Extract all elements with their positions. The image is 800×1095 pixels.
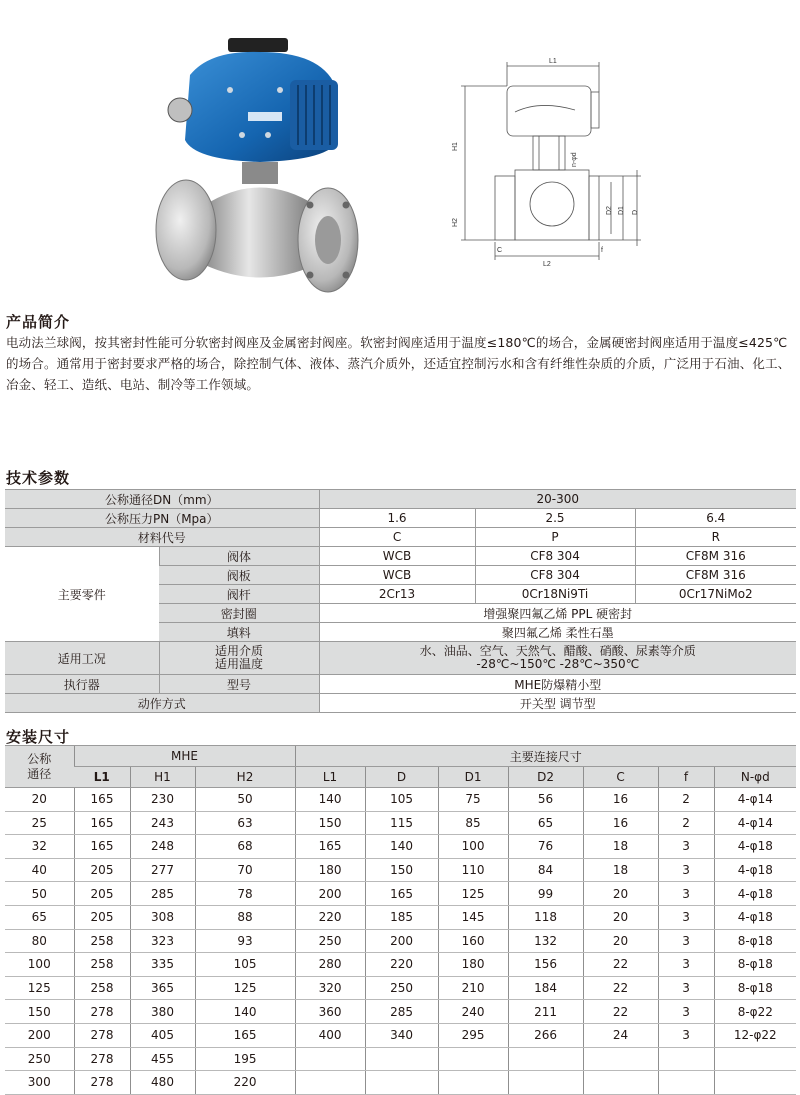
medium-value: 水、油品、空气、天然气、醋酸、硝酸、尿素等介质 [419, 644, 696, 658]
seal-label: 密封圈 [159, 604, 319, 623]
table-cell [508, 1047, 583, 1071]
temperature-value: -28℃~150℃ -28℃~350℃ [476, 657, 640, 671]
table-cell: 150 [365, 858, 438, 882]
spec-title: 技术参数 [6, 469, 71, 487]
model-value: MHE防爆精小型 [319, 675, 796, 694]
table-cell: 50 [5, 882, 74, 906]
table-cell: 3 [658, 882, 714, 906]
table-cell [583, 1071, 658, 1095]
table-cell: 340 [365, 1023, 438, 1047]
table-cell: 118 [508, 905, 583, 929]
table-cell: 140 [195, 1000, 295, 1024]
spec-row-action [5, 694, 796, 713]
conditions-values [319, 642, 796, 675]
stem-label: 阀杆 [159, 585, 319, 604]
table-cell: 56 [508, 788, 583, 812]
table-cell: 20 [583, 929, 658, 953]
table-cell: 8-φ18 [714, 976, 796, 1000]
table-cell: 200 [295, 882, 365, 906]
table-cell: 380 [130, 1000, 195, 1024]
table-cell: 80 [5, 929, 74, 953]
table-cell: 8-φ22 [714, 1000, 796, 1024]
table-cell: 4-φ14 [714, 811, 796, 835]
spec-row-dn [5, 490, 796, 509]
table-cell: 160 [438, 929, 508, 953]
table-row [5, 858, 796, 882]
table-cell: 400 [295, 1023, 365, 1047]
table-cell: 195 [195, 1047, 295, 1071]
table-cell: 180 [438, 953, 508, 977]
table-cell: 132 [508, 929, 583, 953]
col-header: L1 [295, 767, 365, 788]
table-cell: 285 [130, 882, 195, 906]
table-cell: 220 [195, 1071, 295, 1095]
pn-label: 公称压力PN（Mpa） [5, 509, 319, 528]
table-cell [438, 1047, 508, 1071]
table-cell: 125 [438, 882, 508, 906]
table-cell [658, 1047, 714, 1071]
table-cell: 258 [74, 976, 130, 1000]
table-cell: 22 [583, 1000, 658, 1024]
table-cell: 24 [583, 1023, 658, 1047]
stem-value: 2Cr13 [319, 585, 475, 604]
table-cell: 205 [74, 882, 130, 906]
stem-value: 0Cr17NiMo2 [635, 585, 796, 604]
table-cell: 100 [438, 835, 508, 859]
table-cell [658, 1071, 714, 1095]
table-cell: 258 [74, 929, 130, 953]
body-value: CF8 304 [475, 547, 635, 566]
table-cell: 240 [438, 1000, 508, 1024]
table-cell: 68 [195, 835, 295, 859]
material-code: R [635, 528, 796, 547]
table-row [5, 811, 796, 835]
label-n-phi-d: n-φd [571, 152, 578, 167]
table-cell: 360 [295, 1000, 365, 1024]
label-D2: D2 [606, 206, 613, 215]
action-label: 动作方式 [5, 694, 319, 713]
table-cell: 125 [195, 976, 295, 1000]
disc-label: 阀板 [159, 566, 319, 585]
col-header: H1 [130, 767, 195, 788]
label-C: C [497, 247, 503, 254]
table-cell: 25 [5, 811, 74, 835]
table-cell: 16 [583, 811, 658, 835]
table-row [5, 788, 796, 812]
table-row [5, 882, 796, 906]
table-cell: 308 [130, 905, 195, 929]
dimension-drawing [445, 52, 645, 270]
table-cell: 63 [195, 811, 295, 835]
table-cell: 165 [295, 835, 365, 859]
intro-text: 电动法兰球阀，按其密封性能可分软密封阀座及金属密封阀座。软密封阀座适用于温度≤180℃的场合，金属硬密封阀座适用于温度≤425℃的场合。通常用于密封要求严格的场合，除控制气体、液体、蒸汽介质外，还适宜控制污水和含有纤维性杂质的介质，广泛用于石油、化工、冶金、轻工、造纸、电站、制冷等工作领域。 [6, 335, 791, 392]
table-cell: 3 [658, 929, 714, 953]
table-cell: 323 [130, 929, 195, 953]
material-code: P [475, 528, 635, 547]
spec-row-body [5, 547, 796, 566]
table-cell: 156 [508, 953, 583, 977]
col-header: D [365, 767, 438, 788]
table-cell [508, 1071, 583, 1095]
table-cell [714, 1047, 796, 1071]
dims-head-row-2 [5, 767, 796, 788]
table-cell: 4-φ18 [714, 858, 796, 882]
table-cell: 145 [438, 905, 508, 929]
col-header: N-φd [714, 767, 796, 788]
label-L2: L2 [543, 261, 551, 268]
table-cell: 2 [658, 788, 714, 812]
table-cell: 4-φ18 [714, 905, 796, 929]
table-cell: 115 [365, 811, 438, 835]
spec-table [5, 489, 796, 713]
dn-header: 公称 通径 [5, 746, 74, 788]
table-cell: 125 [5, 976, 74, 1000]
table-cell: 280 [295, 953, 365, 977]
table-cell: 50 [195, 788, 295, 812]
table-cell: 278 [74, 1047, 130, 1071]
table-row [5, 1071, 796, 1095]
table-cell: 8-φ18 [714, 929, 796, 953]
table-cell: 93 [195, 929, 295, 953]
spec-row-material [5, 528, 796, 547]
table-cell [295, 1071, 365, 1095]
table-row [5, 1023, 796, 1047]
table-cell: 4-φ14 [714, 788, 796, 812]
table-cell: 150 [295, 811, 365, 835]
table-cell: 18 [583, 835, 658, 859]
table-cell: 248 [130, 835, 195, 859]
table-cell: 295 [438, 1023, 508, 1047]
disc-value: CF8M 316 [635, 566, 796, 585]
table-cell: 85 [438, 811, 508, 835]
table-cell: 18 [583, 858, 658, 882]
table-cell: 100 [5, 953, 74, 977]
packing-value: 聚四氟乙烯 柔性石墨 [319, 623, 796, 642]
table-cell: 278 [74, 1023, 130, 1047]
table-cell: 165 [74, 835, 130, 859]
table-cell: 243 [130, 811, 195, 835]
table-cell: 110 [438, 858, 508, 882]
table-cell: 3 [658, 905, 714, 929]
table-cell: 32 [5, 835, 74, 859]
table-cell: 3 [658, 1000, 714, 1024]
intro-title: 产品简介 [6, 313, 71, 331]
label-H2: H2 [452, 218, 459, 227]
table-cell [583, 1047, 658, 1071]
table-cell: 250 [365, 976, 438, 1000]
table-cell: 3 [658, 976, 714, 1000]
table-row [5, 976, 796, 1000]
table-cell: 205 [74, 905, 130, 929]
table-cell: 165 [195, 1023, 295, 1047]
disc-value: WCB [319, 566, 475, 585]
table-cell: 365 [130, 976, 195, 1000]
pn-value: 1.6 [319, 509, 475, 528]
label-H1: H1 [452, 142, 459, 151]
table-cell: 4-φ18 [714, 882, 796, 906]
table-row [5, 1047, 796, 1071]
table-cell: 278 [74, 1071, 130, 1095]
main-connection-header: 主要连接尺寸 [295, 746, 796, 767]
dims-title: 安装尺寸 [6, 728, 71, 746]
table-row [5, 929, 796, 953]
table-cell: 22 [583, 953, 658, 977]
col-header: f [658, 767, 714, 788]
table-cell: 250 [295, 929, 365, 953]
product-photo [150, 30, 360, 295]
table-cell: 180 [295, 858, 365, 882]
table-cell: 75 [438, 788, 508, 812]
table-cell: 258 [74, 953, 130, 977]
table-cell: 211 [508, 1000, 583, 1024]
table-row [5, 953, 796, 977]
dn-value: 20-300 [319, 490, 796, 509]
table-cell: 20 [583, 882, 658, 906]
table-cell: 65 [508, 811, 583, 835]
pn-value: 2.5 [475, 509, 635, 528]
dims-table [5, 745, 796, 1095]
action-value: 开关型 调节型 [319, 694, 796, 713]
conditions-label: 适用工况 [5, 642, 159, 675]
table-cell: 3 [658, 1023, 714, 1047]
label-L1: L1 [549, 58, 557, 65]
table-cell: 20 [5, 788, 74, 812]
material-label: 材料代号 [5, 528, 319, 547]
spec-row-actuator [5, 675, 796, 694]
table-cell: 405 [130, 1023, 195, 1047]
mhe-header: MHE [74, 746, 295, 767]
table-cell: 320 [295, 976, 365, 1000]
table-cell: 220 [295, 905, 365, 929]
table-cell: 165 [74, 788, 130, 812]
body-value: WCB [319, 547, 475, 566]
table-cell [438, 1071, 508, 1095]
table-cell: 105 [365, 788, 438, 812]
table-cell: 4-φ18 [714, 835, 796, 859]
body-value: CF8M 316 [635, 547, 796, 566]
table-cell: 220 [365, 953, 438, 977]
table-row [5, 1000, 796, 1024]
col-header: D2 [508, 767, 583, 788]
table-cell: 140 [295, 788, 365, 812]
table-cell: 84 [508, 858, 583, 882]
table-cell: 185 [365, 905, 438, 929]
table-cell: 22 [583, 976, 658, 1000]
spec-row-conditions [5, 642, 796, 675]
spec-row-pn [5, 509, 796, 528]
actuator-label: 执行器 [5, 675, 159, 694]
table-cell [295, 1047, 365, 1071]
table-cell: 200 [5, 1023, 74, 1047]
table-cell: 205 [74, 858, 130, 882]
table-cell: 76 [508, 835, 583, 859]
model-label: 型号 [159, 675, 319, 694]
col-header: C [583, 767, 658, 788]
table-cell [365, 1047, 438, 1071]
table-cell: 88 [195, 905, 295, 929]
label-f: f [601, 247, 603, 254]
table-cell: 184 [508, 976, 583, 1000]
col-header: L1 [74, 767, 130, 788]
table-cell: 16 [583, 788, 658, 812]
table-cell [714, 1071, 796, 1095]
col-header: H2 [195, 767, 295, 788]
table-cell: 285 [365, 1000, 438, 1024]
material-code: C [319, 528, 475, 547]
table-cell: 335 [130, 953, 195, 977]
table-cell: 65 [5, 905, 74, 929]
table-cell: 3 [658, 858, 714, 882]
table-cell: 165 [365, 882, 438, 906]
table-cell: 99 [508, 882, 583, 906]
table-cell: 70 [195, 858, 295, 882]
table-cell: 105 [195, 953, 295, 977]
table-cell: 230 [130, 788, 195, 812]
table-cell: 455 [130, 1047, 195, 1071]
table-cell: 250 [5, 1047, 74, 1071]
table-cell: 200 [365, 929, 438, 953]
table-cell: 278 [74, 1000, 130, 1024]
label-D1: D1 [618, 206, 625, 215]
parts-label: 主要零件 [5, 547, 159, 642]
dn-label: 公称通径DN（mm） [5, 490, 319, 509]
table-cell: 8-φ18 [714, 953, 796, 977]
table-cell: 150 [5, 1000, 74, 1024]
table-cell: 165 [74, 811, 130, 835]
body-label: 阀体 [159, 547, 319, 566]
pn-value: 6.4 [635, 509, 796, 528]
label-D: D [632, 209, 639, 215]
disc-value: CF8 304 [475, 566, 635, 585]
medium-label: 适用介质 [215, 644, 264, 658]
table-row [5, 835, 796, 859]
packing-label: 填料 [159, 623, 319, 642]
table-cell: 266 [508, 1023, 583, 1047]
stem-value: 0Cr18Ni9Ti [475, 585, 635, 604]
table-cell: 3 [658, 953, 714, 977]
table-cell: 300 [5, 1071, 74, 1095]
table-cell: 40 [5, 858, 74, 882]
table-cell: 140 [365, 835, 438, 859]
table-cell: 210 [438, 976, 508, 1000]
table-cell: 78 [195, 882, 295, 906]
table-cell: 20 [583, 905, 658, 929]
table-cell: 3 [658, 835, 714, 859]
table-cell: 277 [130, 858, 195, 882]
dims-body [5, 788, 796, 1095]
table-cell: 2 [658, 811, 714, 835]
conditions-sublabels [159, 642, 319, 675]
table-cell: 12-φ22 [714, 1023, 796, 1047]
table-cell: 480 [130, 1071, 195, 1095]
dims-head-row-1 [5, 746, 796, 767]
table-row [5, 905, 796, 929]
temperature-label: 适用温度 [215, 657, 264, 671]
seal-value: 增强聚四氟乙烯 PPL 硬密封 [319, 604, 796, 623]
table-cell [365, 1071, 438, 1095]
col-header: D1 [438, 767, 508, 788]
